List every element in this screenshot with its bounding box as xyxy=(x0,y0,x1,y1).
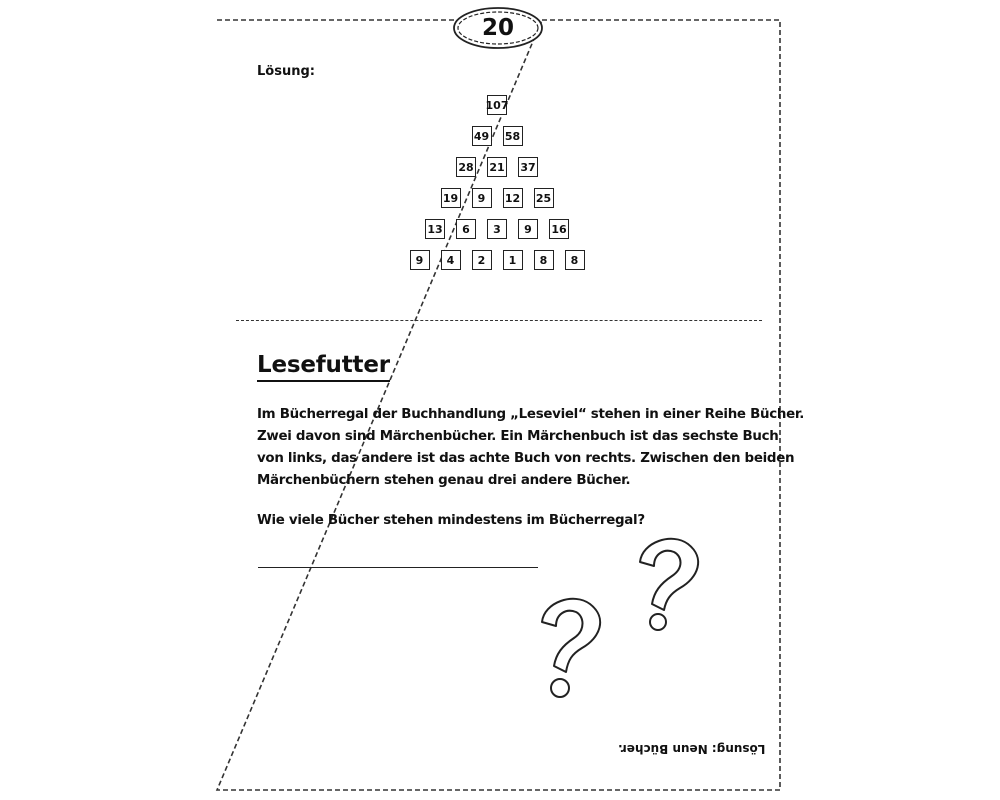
answer-line xyxy=(258,567,538,568)
pyramid-cell: 4 xyxy=(441,250,461,270)
pyramid-cell: 13 xyxy=(425,219,445,239)
page-number: 20 xyxy=(481,15,514,41)
upside-down-solution: Lösung: Neun Bücher. xyxy=(618,742,766,756)
story-line: von links, das andere ist das achte Buch von rechts. Zwischen den beiden xyxy=(257,451,795,466)
pyramid-cell: 58 xyxy=(503,126,523,146)
pyramid-cell: 49 xyxy=(472,126,492,146)
pyramid-cell: 8 xyxy=(534,250,554,270)
pyramid-cell: 3 xyxy=(487,219,507,239)
pyramid-cell: 9 xyxy=(472,188,492,208)
pyramid-cell: 12 xyxy=(503,188,523,208)
pyramid-cell: 25 xyxy=(534,188,554,208)
pyramid-cell: 8 xyxy=(565,250,585,270)
pyramid-cell: 6 xyxy=(456,219,476,239)
pyramid-cell: 21 xyxy=(487,157,507,177)
pyramid-cell: 107 xyxy=(487,95,507,115)
pyramid-cell: 9 xyxy=(518,219,538,239)
story-line: Märchenbüchern stehen genau drei andere Bücher. xyxy=(257,473,631,488)
pyramid-cell: 19 xyxy=(441,188,461,208)
question-mark-icon xyxy=(530,530,720,710)
pyramid-cell: 37 xyxy=(518,157,538,177)
pyramid-cell: 16 xyxy=(549,219,569,239)
pyramid-cell: 1 xyxy=(503,250,523,270)
question-text: Wie viele Bücher stehen mindestens im Bücherregal? xyxy=(257,513,645,528)
section-title: Lesefutter xyxy=(257,352,390,382)
story-line: Im Bücherregal der Buchhandlung „Leseviel“ stehen in einer Reihe Bücher. xyxy=(257,407,805,422)
pyramid-cell: 28 xyxy=(456,157,476,177)
pyramid-cell: 9 xyxy=(410,250,430,270)
story-line: Zwei davon sind Märchenbücher. Ein Märchenbuch ist das sechste Buch xyxy=(257,429,779,444)
pyramid-cell: 2 xyxy=(472,250,492,270)
story-text xyxy=(257,404,817,492)
section-divider xyxy=(236,320,762,321)
solution-label: Lösung: xyxy=(257,64,315,79)
